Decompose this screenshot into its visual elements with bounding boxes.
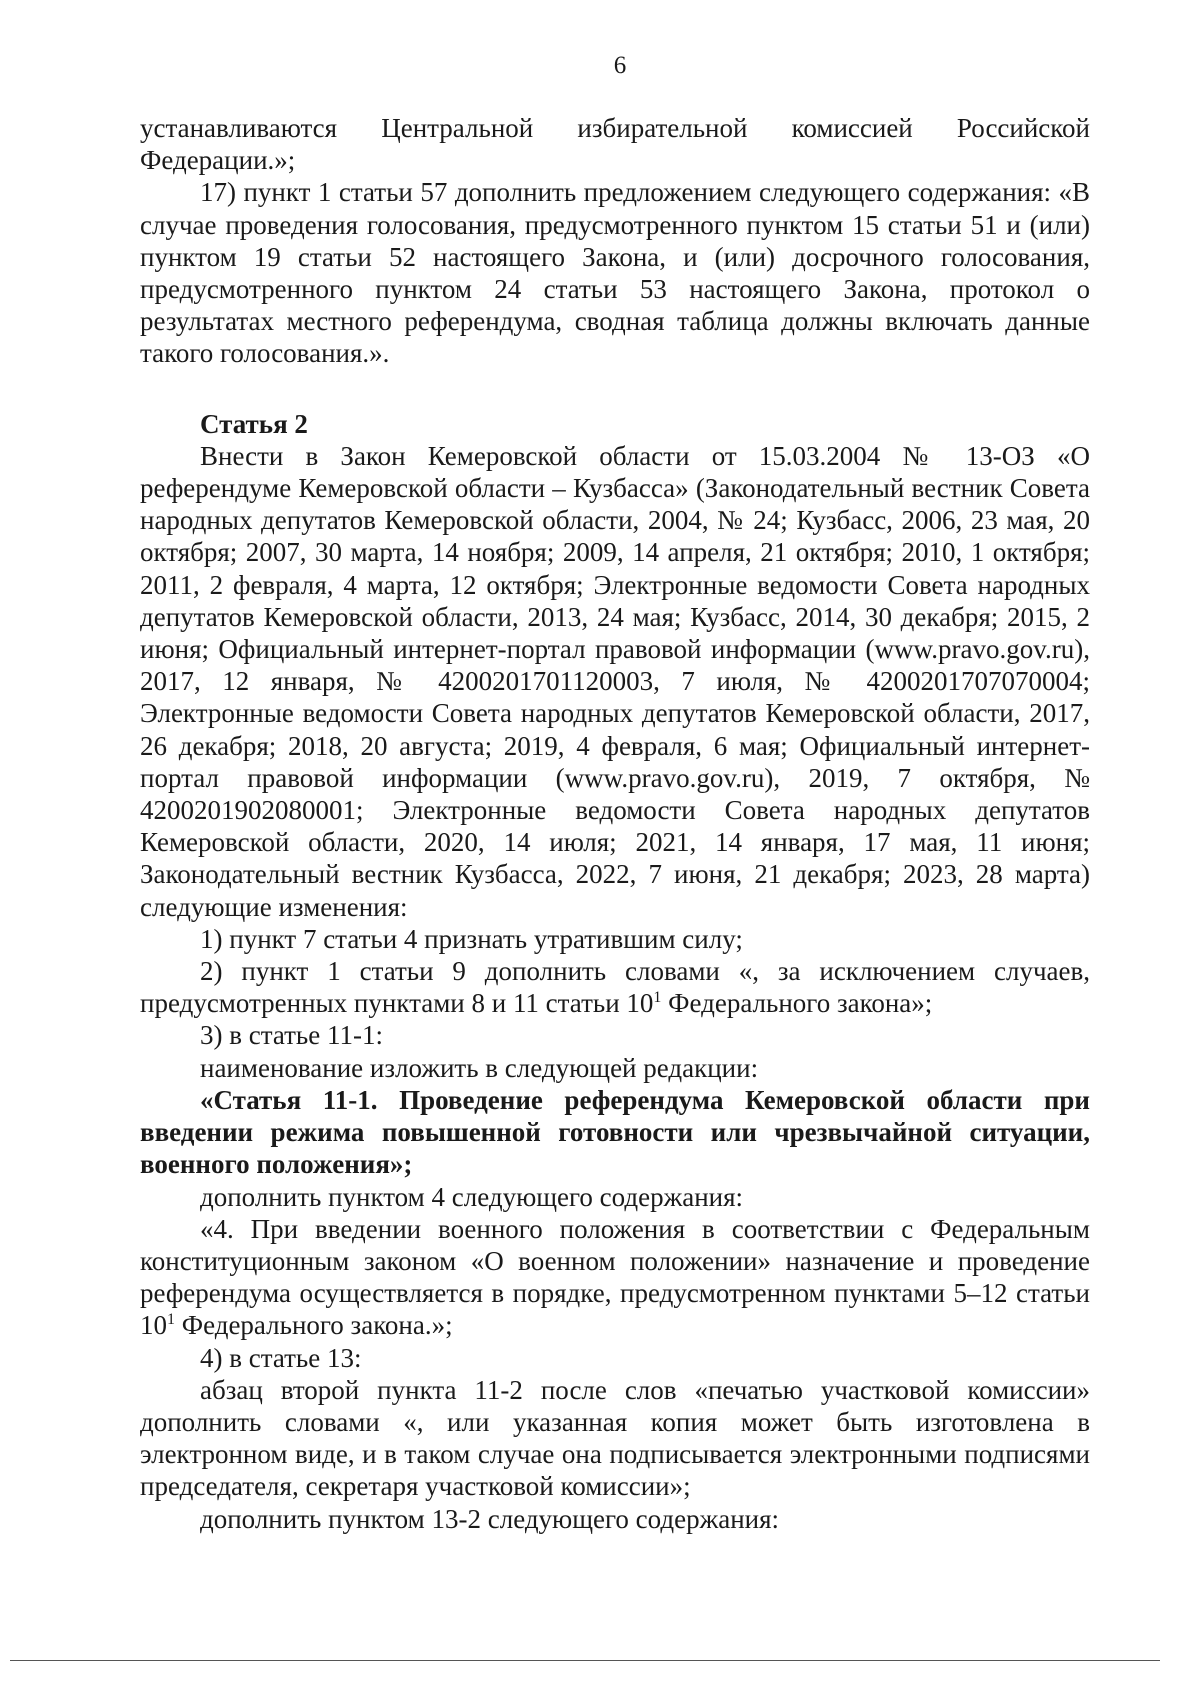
article-2-heading: Статья 2 — [200, 408, 308, 439]
page-number: 6 — [613, 52, 627, 79]
superscript-1: 1 — [653, 989, 662, 1007]
paragraph-new-title: «Статья 11-1. Проведение референдума Кемеровской области при введении режима повышенной готовности или чрезвычайной ситуации, военного положения»; — [140, 1084, 1090, 1180]
paragraph-item-4: 4) в статье 13: — [200, 1342, 362, 1373]
paragraph-item-3: 3) в статье 11-1: — [200, 1020, 383, 1051]
paragraph-item-1: 1) пункт 7 статьи 4 признать утратившим силу; — [200, 923, 743, 954]
paragraph-point-4-body: «4. При введении военного положения в соответствии с Федеральным конституционным законом «О военном положении» назначение и проведение референдума осуществляется в порядке, предусмотренном пунктами 5–12 статьи 10 — [140, 1213, 1090, 1341]
bottom-divider — [10, 1660, 1160, 1661]
paragraph-amendment-intro: Внести в Закон Кемеровской области от 15.03.2004 № 13-ОЗ «О референдуме Кемеровской области – Кузбасса» (Законодательный вестник Совета народных депутатов Кемеровской области, 2004, № 24; Кузбасс, 2006, 23 мая, 20 октября; 2007, 30 марта, 14 ноября; 2009, 14 апреля, 21 октября; 2010, 1 октября; 2011, 2 февраля, 4 марта, 12 октября; Электронные ведомости Совета народных депутатов Кемеровской области, 2013, 24 мая; Кузбасс, 2014, 30 декабря; 2015, 2 июня; Официальный интернет-портал правовой информации (www.pravo.gov.ru), 2017, 12 января, № 4200201701120003, 7 июля, № 4200201707070004; Электронные ведомости Совета народных депутатов Кемеровской области, 2017, 26 декабря; 2018, 20 августа; 2019, 4 февраля, 6 мая; Официальный интернет-портал правовой информации (www.pravo.gov.ru), 2019, 7 октября, № 4200201902080001; Электронные ведомости Совета народных депутатов Кемеровской области, 2020, 14 июля; 2021, 14 января, 17 мая, 11 июня; Законодательный вестник Кузбасса, 2022, 7 июня, 21 декабря; 2023, 28 марта) следующие изменения: — [140, 440, 1090, 922]
document-body — [140, 112, 1090, 1535]
paragraph-item-2 — [140, 955, 1090, 1019]
paragraph-item-2-tail: Федерального закона»; — [661, 988, 933, 1019]
superscript-1: 1 — [167, 1311, 175, 1329]
paragraph-title-rename: наименование изложить в следующей редакции: — [200, 1052, 759, 1083]
paragraph-continuation: устанавливаются Центральной избирательной комиссией Российской Федерации.»; — [140, 113, 1090, 176]
paragraph-point-4-text — [140, 1213, 1090, 1342]
paragraph-item-17: 17) пункт 1 статьи 57 дополнить предложением следующего содержания: «В случае проведения голосования, предусмотренного пунктом 15 статьи 51 и (или) пунктом 19 статьи 52 настоящего Закона, и (или) досрочного голосования, предусмотренного пунктом 24 статьи 53 настоящего Закона, протокол о результатах местного референдума, сводная таблица должны включать данные такого голосования.». — [140, 177, 1090, 369]
paragraph-item-2-text: 2) пункт 1 статьи 9 дополнить словами «, за исключением случаев, предусмотренных пунктами 8 и 11 статьи 10 — [140, 956, 1090, 1019]
paragraph-abzac-11-2: абзац второй пункта 11-2 после слов «печатью участковой комиссии» дополнить словами «, или указанная копия может быть изготовлена в электронном виде, и в таком случае она подписывается электронными подписями председателя, секретаря участковой комиссии»; — [140, 1374, 1090, 1502]
paragraph-point-4-tail: Федерального закона.»; — [175, 1310, 453, 1341]
paragraph-add-point-13-2: дополнить пунктом 13-2 следующего содержания: — [200, 1503, 780, 1534]
paragraph-add-point-4: дополнить пунктом 4 следующего содержания: — [200, 1181, 744, 1212]
